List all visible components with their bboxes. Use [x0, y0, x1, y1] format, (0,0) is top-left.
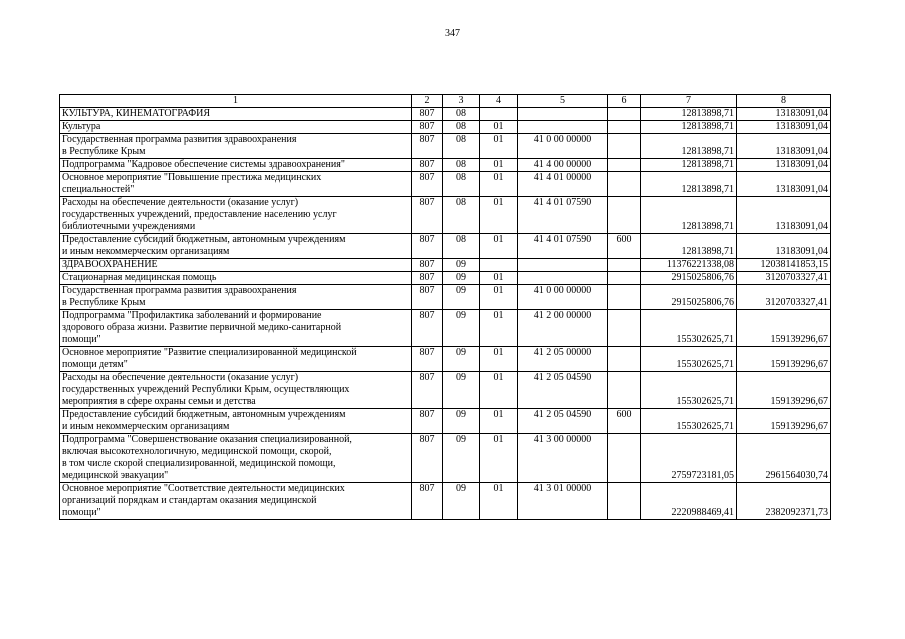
section-code: 08: [443, 234, 480, 259]
section-code: 09: [443, 310, 480, 347]
amount-year-2: 13183091,04: [737, 159, 831, 172]
row-description: Государственная программа развития здравоохранения в Республике Крым: [60, 134, 412, 159]
amount-year-1: 12813898,71: [641, 108, 737, 121]
amount-year-2: 159139296,67: [737, 372, 831, 409]
subsection-code: 01: [480, 372, 518, 409]
amount-year-2: 13183091,04: [737, 234, 831, 259]
subsection-code: 01: [480, 234, 518, 259]
expense-type-code: 600: [608, 409, 641, 434]
row-description: КУЛЬТУРА, КИНЕМАТОГРАФИЯ: [60, 108, 412, 121]
section-code: 08: [443, 108, 480, 121]
subsection-code: [480, 259, 518, 272]
amount-year-1: 2220988469,41: [641, 483, 737, 520]
amount-year-2: 2961564030,74: [737, 434, 831, 483]
ministry-code: 807: [412, 234, 443, 259]
ministry-code: 807: [412, 259, 443, 272]
target-article-code: 41 4 01 07590: [518, 234, 608, 259]
row-description: Подпрограмма "Совершенствование оказания специализированной, включая высокотехнологичную, медицинской помощи, скорой, в том числе скорой специализированной, медицинской помощи, медицинской эвакуации": [60, 434, 412, 483]
amount-year-2: 3120703327,41: [737, 285, 831, 310]
target-article-code: 41 4 01 07590: [518, 197, 608, 234]
ministry-code: 807: [412, 285, 443, 310]
subsection-code: 01: [480, 134, 518, 159]
row-description: Основное мероприятие "Повышение престижа медицинских специальностей": [60, 172, 412, 197]
row-description: Культура: [60, 121, 412, 134]
table-row: [60, 259, 831, 272]
target-article-code: [518, 259, 608, 272]
table-row: [60, 159, 831, 172]
ministry-code: 807: [412, 310, 443, 347]
section-code: 09: [443, 272, 480, 285]
amount-year-1: 12813898,71: [641, 121, 737, 134]
amount-year-2: 2382092371,73: [737, 483, 831, 520]
amount-year-2: 13183091,04: [737, 197, 831, 234]
table-row: [60, 272, 831, 285]
section-code: 09: [443, 409, 480, 434]
amount-year-1: 2759723181,05: [641, 434, 737, 483]
section-code: 09: [443, 434, 480, 483]
section-code: 09: [443, 372, 480, 409]
target-article-code: 41 2 05 04590: [518, 372, 608, 409]
column-header-row: [60, 95, 831, 108]
expense-type-code: [608, 272, 641, 285]
expense-type-code: [608, 285, 641, 310]
ministry-code: 807: [412, 434, 443, 483]
column-header: 2: [412, 95, 443, 108]
row-description: Предоставление субсидий бюджетным, автономным учреждениям и иным некоммерческим организациям: [60, 409, 412, 434]
amount-year-1: 155302625,71: [641, 310, 737, 347]
section-code: 09: [443, 483, 480, 520]
table-row: [60, 172, 831, 197]
ministry-code: 807: [412, 272, 443, 285]
section-code: 09: [443, 285, 480, 310]
subsection-code: 01: [480, 483, 518, 520]
expense-type-code: [608, 121, 641, 134]
subsection-code: 01: [480, 121, 518, 134]
section-code: 08: [443, 134, 480, 159]
target-article-code: 41 4 00 00000: [518, 159, 608, 172]
ministry-code: 807: [412, 172, 443, 197]
column-header: 1: [60, 95, 412, 108]
column-header: 6: [608, 95, 641, 108]
amount-year-1: 2915025806,76: [641, 272, 737, 285]
table-row: [60, 347, 831, 372]
ministry-code: 807: [412, 372, 443, 409]
target-article-code: [518, 121, 608, 134]
amount-year-2: 13183091,04: [737, 134, 831, 159]
subsection-code: [480, 108, 518, 121]
amount-year-1: 12813898,71: [641, 134, 737, 159]
amount-year-2: 159139296,67: [737, 310, 831, 347]
target-article-code: 41 4 01 00000: [518, 172, 608, 197]
column-header: 4: [480, 95, 518, 108]
column-header: 5: [518, 95, 608, 108]
section-code: 09: [443, 259, 480, 272]
expense-type-code: [608, 108, 641, 121]
subsection-code: 01: [480, 172, 518, 197]
amount-year-2: 159139296,67: [737, 409, 831, 434]
ministry-code: 807: [412, 121, 443, 134]
amount-year-1: 12813898,71: [641, 234, 737, 259]
section-code: 08: [443, 172, 480, 197]
subsection-code: 01: [480, 347, 518, 372]
ministry-code: 807: [412, 134, 443, 159]
row-description: Расходы на обеспечение деятельности (оказание услуг) государственных учреждений, предоставление населению услуг библиотечными учреждениями: [60, 197, 412, 234]
expense-type-code: [608, 347, 641, 372]
table-row: [60, 121, 831, 134]
section-code: 09: [443, 347, 480, 372]
expense-type-code: [608, 434, 641, 483]
expense-type-code: [608, 159, 641, 172]
subsection-code: 01: [480, 434, 518, 483]
amount-year-2: 12038141853,15: [737, 259, 831, 272]
budget-table: [59, 94, 831, 520]
column-header: 3: [443, 95, 480, 108]
row-description: Стационарная медицинская помощь: [60, 272, 412, 285]
page-number: 347: [445, 28, 460, 39]
row-description: Основное мероприятие "Соответствие деятельности медицинских организаций порядкам и стандартам оказания медицинской помощи": [60, 483, 412, 520]
target-article-code: 41 3 00 00000: [518, 434, 608, 483]
table-row: [60, 134, 831, 159]
subsection-code: 01: [480, 197, 518, 234]
target-article-code: 41 2 00 00000: [518, 310, 608, 347]
expense-type-code: 600: [608, 234, 641, 259]
ministry-code: 807: [412, 483, 443, 520]
section-code: 08: [443, 121, 480, 134]
row-description: ЗДРАВООХРАНЕНИЕ: [60, 259, 412, 272]
target-article-code: 41 2 05 00000: [518, 347, 608, 372]
table-row: [60, 108, 831, 121]
ministry-code: 807: [412, 347, 443, 372]
expense-type-code: [608, 483, 641, 520]
amount-year-1: 12813898,71: [641, 172, 737, 197]
amount-year-1: 155302625,71: [641, 347, 737, 372]
amount-year-2: 13183091,04: [737, 121, 831, 134]
table-row: [60, 310, 831, 347]
column-header: 8: [737, 95, 831, 108]
table-row: [60, 372, 831, 409]
section-code: 08: [443, 197, 480, 234]
row-description: Основное мероприятие "Развитие специализированной медицинской помощи детям": [60, 347, 412, 372]
amount-year-1: 12813898,71: [641, 159, 737, 172]
target-article-code: 41 2 05 04590: [518, 409, 608, 434]
expense-type-code: [608, 259, 641, 272]
ministry-code: 807: [412, 159, 443, 172]
row-description: Расходы на обеспечение деятельности (оказание услуг) государственных учреждений Республики Крым, осуществляющих мероприятия в сфере охраны семьи и детства: [60, 372, 412, 409]
amount-year-1: 155302625,71: [641, 409, 737, 434]
expense-type-code: [608, 372, 641, 409]
amount-year-2: 159139296,67: [737, 347, 831, 372]
column-header: 7: [641, 95, 737, 108]
table-row: [60, 285, 831, 310]
amount-year-2: 13183091,04: [737, 108, 831, 121]
row-description: Подпрограмма "Профилактика заболеваний и формирование здорового образа жизни. Развитие первичной медико-санитарной помощи": [60, 310, 412, 347]
table-row: [60, 197, 831, 234]
target-article-code: [518, 108, 608, 121]
target-article-code: 41 3 01 00000: [518, 483, 608, 520]
table-row: [60, 234, 831, 259]
expense-type-code: [608, 172, 641, 197]
expense-type-code: [608, 134, 641, 159]
subsection-code: 01: [480, 159, 518, 172]
subsection-code: 01: [480, 310, 518, 347]
amount-year-1: 2915025806,76: [641, 285, 737, 310]
table-row: [60, 434, 831, 483]
amount-year-1: 11376221338,08: [641, 259, 737, 272]
amount-year-1: 155302625,71: [641, 372, 737, 409]
table-row: [60, 409, 831, 434]
expense-type-code: [608, 310, 641, 347]
amount-year-2: 3120703327,41: [737, 272, 831, 285]
expense-type-code: [608, 197, 641, 234]
amount-year-1: 12813898,71: [641, 197, 737, 234]
target-article-code: 41 0 00 00000: [518, 285, 608, 310]
ministry-code: 807: [412, 108, 443, 121]
ministry-code: 807: [412, 197, 443, 234]
subsection-code: 01: [480, 285, 518, 310]
row-description: Подпрограмма "Кадровое обеспечение системы здравоохранения": [60, 159, 412, 172]
subsection-code: 01: [480, 272, 518, 285]
table-row: [60, 483, 831, 520]
row-description: Предоставление субсидий бюджетным, автономным учреждениям и иным некоммерческим организациям: [60, 234, 412, 259]
section-code: 08: [443, 159, 480, 172]
row-description: Государственная программа развития здравоохранения в Республике Крым: [60, 285, 412, 310]
amount-year-2: 13183091,04: [737, 172, 831, 197]
target-article-code: 41 0 00 00000: [518, 134, 608, 159]
subsection-code: 01: [480, 409, 518, 434]
target-article-code: [518, 272, 608, 285]
ministry-code: 807: [412, 409, 443, 434]
